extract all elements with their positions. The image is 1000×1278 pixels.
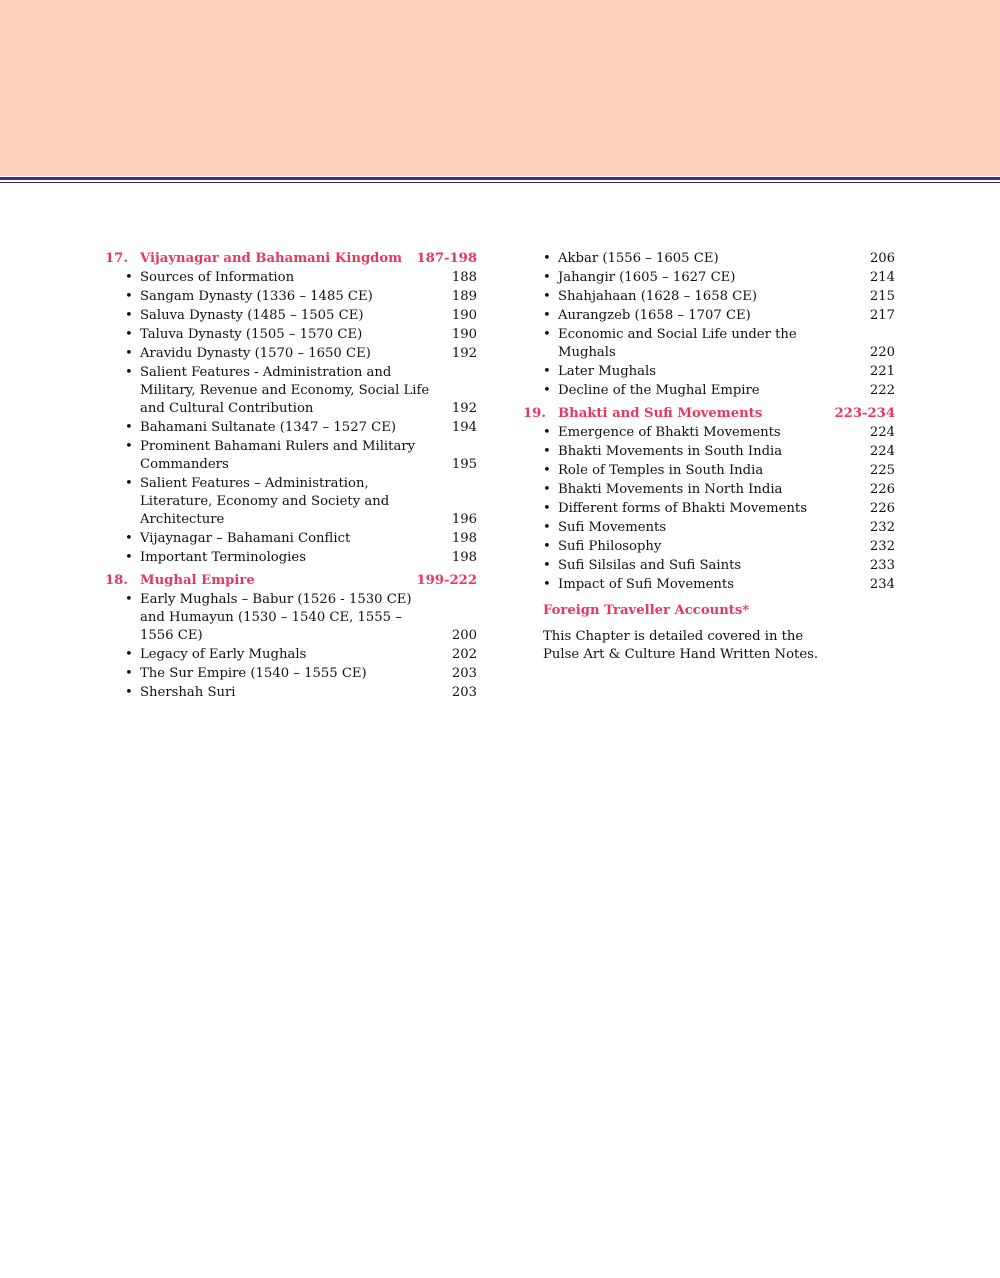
entry-page-number: 198: [451, 550, 477, 565]
chapter-heading-18[interactable]: [105, 572, 477, 590]
bullet-icon: •: [125, 439, 133, 454]
entry-title: Taluva Dynasty (1505 – 1570 CE): [140, 327, 363, 342]
toc-right-column: [523, 250, 895, 664]
toc-entry[interactable]: [105, 288, 477, 306]
entry-page-number: 189: [451, 289, 477, 304]
bullet-icon: •: [543, 364, 551, 379]
entry-page-number: 195: [451, 457, 477, 472]
bullet-icon: •: [125, 476, 133, 491]
toc-left-column: [105, 250, 477, 703]
bullet-icon: •: [543, 501, 551, 516]
bullet-icon: •: [543, 289, 551, 304]
header-rule: [0, 177, 1000, 180]
bullet-icon: •: [125, 420, 133, 435]
entry-title: Sources of Information: [140, 270, 295, 285]
toc-entry[interactable]: [523, 538, 895, 556]
entry-page-number: 188: [451, 270, 477, 285]
bullet-icon: •: [543, 251, 551, 266]
toc-entry[interactable]: [523, 363, 895, 381]
chapter-pages: 187-198: [416, 251, 477, 266]
toc-entry[interactable]: [105, 364, 477, 418]
entry-title: Sufi Philosophy: [558, 539, 662, 554]
entry-page-number: 226: [869, 482, 895, 497]
entry-page-number: 198: [451, 531, 477, 546]
toc-entry[interactable]: [105, 475, 477, 529]
entry-page-number: 224: [869, 444, 895, 459]
entry-page-number: 220: [869, 345, 895, 360]
entry-page-number: 221: [869, 364, 895, 379]
entry-page-number: 190: [451, 308, 477, 323]
entry-page-number: 217: [869, 308, 895, 323]
bullet-icon: •: [543, 383, 551, 398]
topic-list: [105, 591, 477, 702]
chapter-title: Bhakti and Sufi Movements: [558, 406, 763, 421]
entry-title: Prominent Bahamani Rulers and Military Commanders: [140, 439, 416, 472]
entry-title: Aravidu Dynasty (1570 – 1650 CE): [140, 346, 371, 361]
toc-entry[interactable]: [523, 519, 895, 537]
extra-section-title: Foreign Traveller Accounts*: [543, 603, 750, 618]
entry-title: Shahjahaan (1628 – 1658 CE): [558, 289, 758, 304]
entry-page-number: 192: [451, 401, 477, 416]
bullet-icon: •: [125, 592, 133, 607]
entry-title: Saluva Dynasty (1485 – 1505 CE): [140, 308, 364, 323]
bullet-icon: •: [125, 365, 133, 380]
bullet-icon: •: [543, 539, 551, 554]
entry-title: Role of Temples in South India: [558, 463, 764, 478]
header-rule-thin: [0, 182, 1000, 183]
bullet-icon: •: [543, 577, 551, 592]
toc-entry[interactable]: [523, 500, 895, 518]
bullet-icon: •: [543, 463, 551, 478]
toc-entry[interactable]: [105, 530, 477, 548]
toc-entry[interactable]: [105, 684, 477, 702]
extra-section-note: This Chapter is detailed covered in the Pulse Art & Culture Hand Written Notes.: [543, 629, 819, 662]
toc-entry[interactable]: [523, 443, 895, 461]
bullet-icon: •: [543, 327, 551, 342]
toc-entry[interactable]: [523, 382, 895, 400]
entry-title: Shershah Suri: [140, 685, 236, 700]
entry-title: Salient Features – Administration, Literature, Economy and Society and Architecture: [140, 476, 390, 527]
entry-page-number: 200: [451, 628, 477, 643]
bullet-icon: •: [125, 647, 133, 662]
entry-title: Bahamani Sultanate (1347 – 1527 CE): [140, 420, 397, 435]
entry-page-number: 234: [869, 577, 895, 592]
toc-entry[interactable]: [523, 462, 895, 480]
chapter-heading-19[interactable]: [523, 405, 895, 423]
toc-entry[interactable]: [523, 326, 895, 362]
toc-entry[interactable]: [105, 646, 477, 664]
bullet-icon: •: [125, 308, 133, 323]
bullet-icon: •: [125, 327, 133, 342]
entry-page-number: 194: [451, 420, 477, 435]
toc-entry[interactable]: [523, 424, 895, 442]
entry-title: The Sur Empire (1540 – 1555 CE): [140, 666, 367, 681]
entry-page-number: 196: [451, 512, 477, 527]
entry-title: Early Mughals – Babur (1526 - 1530 CE) and Humayun (1530 – 1540 CE, 1555 – 1556 CE): [140, 592, 412, 643]
entry-page-number: 215: [869, 289, 895, 304]
entry-title: Aurangzeb (1658 – 1707 CE): [558, 308, 751, 323]
entry-title: Akbar (1556 – 1605 CE): [558, 251, 719, 266]
topic-list: [523, 250, 895, 400]
entry-title: Sufi Movements: [558, 520, 667, 535]
toc-entry[interactable]: [105, 307, 477, 325]
entry-page-number: 226: [869, 501, 895, 516]
topic-list: [105, 269, 477, 567]
entry-title: Different forms of Bhakti Movements: [558, 501, 807, 516]
toc-entry[interactable]: [105, 345, 477, 363]
bullet-icon: •: [543, 520, 551, 535]
entry-title: Sangam Dynasty (1336 – 1485 CE): [140, 289, 373, 304]
entry-title: Salient Features - Administration and Military, Revenue and Economy, Social Life and Cultural Contribution: [140, 365, 430, 416]
bullet-icon: •: [125, 550, 133, 565]
chapter-number: 19.: [523, 406, 546, 421]
bullet-icon: •: [543, 308, 551, 323]
entry-title: Jahangir (1605 – 1627 CE): [558, 270, 736, 285]
entry-page-number: 206: [869, 251, 895, 266]
chapter-pages: 199-222: [416, 573, 477, 588]
toc-entry[interactable]: [523, 250, 895, 268]
entry-title: Important Terminologies: [140, 550, 306, 565]
bullet-icon: •: [125, 531, 133, 546]
toc-entry[interactable]: [105, 549, 477, 567]
bullet-icon: •: [125, 289, 133, 304]
header-band: [0, 0, 1000, 176]
toc-entry[interactable]: [105, 438, 477, 474]
chapter-title: Mughal Empire: [140, 573, 255, 588]
chapter-number: 18.: [105, 573, 128, 588]
entry-title: Sufi Silsilas and Sufi Saints: [558, 558, 742, 573]
entry-title: Bhakti Movements in North India: [558, 482, 783, 497]
bullet-icon: •: [543, 482, 551, 497]
bullet-icon: •: [125, 685, 133, 700]
entry-title: Vijaynagar – Bahamani Conflict: [140, 531, 351, 546]
bullet-icon: •: [543, 425, 551, 440]
toc-entry[interactable]: [105, 419, 477, 437]
toc-entry[interactable]: [105, 269, 477, 287]
bullet-icon: •: [125, 270, 133, 285]
toc-entry[interactable]: [105, 591, 477, 645]
entry-page-number: 225: [869, 463, 895, 478]
toc-entry[interactable]: [523, 481, 895, 499]
entry-page-number: 224: [869, 425, 895, 440]
bullet-icon: •: [543, 558, 551, 573]
entry-page-number: 203: [451, 685, 477, 700]
toc-entry[interactable]: [105, 326, 477, 344]
bullet-icon: •: [543, 270, 551, 285]
chapter-pages: 223-234: [834, 406, 895, 421]
entry-title: Impact of Sufi Movements: [558, 577, 734, 592]
topic-list: [523, 424, 895, 594]
chapter-heading-17[interactable]: [105, 250, 477, 268]
entry-title: Legacy of Early Mughals: [140, 647, 307, 662]
entry-page-number: 192: [451, 346, 477, 361]
bullet-icon: •: [125, 346, 133, 361]
toc-entry[interactable]: [523, 557, 895, 575]
entry-page-number: 232: [869, 520, 895, 535]
entry-title: Emergence of Bhakti Movements: [558, 425, 781, 440]
entry-page-number: 190: [451, 327, 477, 342]
toc-entry[interactable]: [523, 307, 895, 325]
entry-title: Decline of the Mughal Empire: [558, 383, 760, 398]
chapter-title: Vijaynagar and Bahamani Kingdom: [140, 251, 403, 266]
bullet-icon: •: [543, 444, 551, 459]
entry-page-number: 203: [451, 666, 477, 681]
entry-page-number: 232: [869, 539, 895, 554]
toc-entry[interactable]: [523, 576, 895, 594]
entry-page-number: 222: [869, 383, 895, 398]
entry-page-number: 202: [451, 647, 477, 662]
entry-page-number: 233: [869, 558, 895, 573]
toc-entry[interactable]: [523, 288, 895, 306]
entry-title: Later Mughals: [558, 364, 656, 379]
toc-entry[interactable]: [105, 665, 477, 683]
entry-title: Bhakti Movements in South India: [558, 444, 783, 459]
entry-title: Economic and Social Life under the Mughals: [558, 327, 797, 360]
chapter-number: 17.: [105, 251, 128, 266]
entry-page-number: 214: [869, 270, 895, 285]
toc-entry[interactable]: [523, 269, 895, 287]
bullet-icon: •: [125, 666, 133, 681]
